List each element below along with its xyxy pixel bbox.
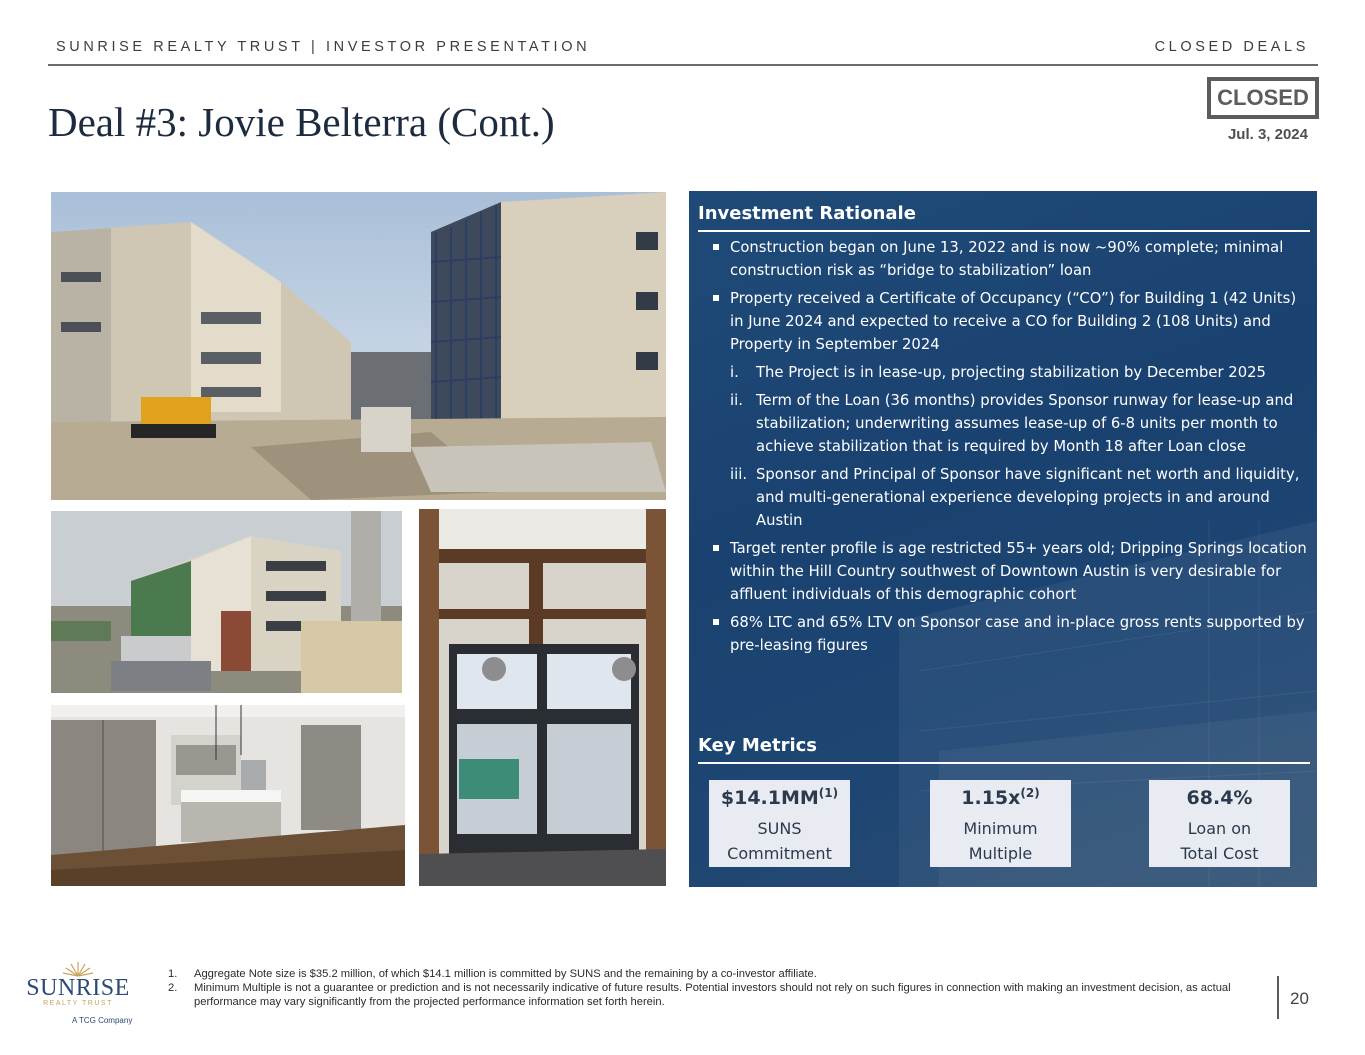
metric-value-text: 68.4%	[1186, 787, 1253, 809]
sub-item-text: Term of the Loan (36 months) provides Sponsor runway for lease-up and stabilization; underwriting assumes lease-up of 6-8 units per month to achieve stabilization that is required by Month 18 after Loan close	[756, 392, 1294, 455]
rationale-sub-item	[711, 463, 1311, 532]
header-title: SUNRISE REALTY TRUST | INVESTOR PRESENTATION	[56, 39, 591, 55]
investment-rationale-divider	[698, 230, 1310, 232]
key-metrics-title: Key Metrics	[698, 735, 817, 756]
metric-label-line: SUNS	[757, 819, 802, 838]
metric-label-line: Total Cost	[1180, 844, 1259, 863]
lobby-interior-photo	[419, 509, 666, 886]
sub-item-number: i.	[730, 364, 739, 381]
page-title: Deal #3: Jovie Belterra (Cont.)	[48, 99, 555, 145]
metric-card-minimum-multiple	[930, 780, 1071, 867]
sub-item-text: Sponsor and Principal of Sponsor have significant net worth and liquidity, and multi-generational experience developing projects in and around Austin	[756, 466, 1300, 529]
header-divider	[48, 64, 1318, 66]
logo-tagline: A TCG Company	[72, 1016, 133, 1025]
closed-date: Jul. 3, 2024	[1227, 126, 1308, 143]
metric-value	[709, 786, 850, 810]
sub-item-number: iii.	[730, 466, 748, 483]
rationale-bullet-text: Construction began on June 13, 2022 and is now ~90% complete; minimal construction risk as “bridge to stabilization” loan	[730, 239, 1284, 279]
logo-subtitle: REALTY TRUST	[43, 1000, 113, 1007]
footnote	[168, 981, 1238, 1009]
bullet-marker	[713, 295, 719, 301]
logo-wordmark: SUNRISE	[26, 975, 130, 1001]
metric-value-text: $14.1MM	[720, 787, 819, 809]
bullet-marker	[713, 545, 719, 551]
investment-panel	[689, 191, 1317, 887]
rationale-bullet	[711, 287, 1311, 356]
rationale-sub-item	[711, 389, 1311, 458]
bullet-marker	[713, 244, 719, 250]
rationale-list	[711, 236, 1311, 662]
metric-card-suns-commitment	[709, 780, 850, 867]
metric-label-line: Multiple	[968, 844, 1033, 863]
rationale-bullet-text: Target renter profile is age restricted 55+ years old; Dripping Springs location within the Hill Country southwest of Downtown Austin is very desirable for affluent individuals of this demographic cohort	[730, 540, 1307, 603]
investment-rationale-title: Investment Rationale	[698, 203, 916, 224]
footnote-number: 2.	[168, 982, 178, 994]
sub-item-text: The Project is in lease-up, projecting stabilization by December 2025	[756, 364, 1266, 381]
rationale-bullet-text: Property received a Certificate of Occupancy (“CO”) for Building 1 (42 Units) in June 2024 and expected to receive a CO for Building 2 (108 Units) and Property in September 2024	[730, 290, 1297, 353]
footnote	[168, 967, 1238, 981]
metric-value-text: 1.15x	[961, 787, 1021, 809]
footnote-text: Minimum Multiple is not a guarantee or prediction and is not necessarily indicative of future results. Potential investors should not rely on such figures in connection with making an investment decision, as actual performance may vary significantly from the projected performance information set forth herein.	[194, 982, 1231, 1008]
rationale-bullet	[711, 611, 1311, 657]
status-badge: CLOSED	[1207, 77, 1319, 119]
metric-label	[930, 816, 1071, 866]
bullet-marker	[713, 619, 719, 625]
rationale-sub-item	[711, 361, 1311, 384]
rationale-bullet	[711, 236, 1311, 282]
footnote-text: Aggregate Note size is $35.2 million, of which $14.1 million is committed by SUNS and the remaining by a co-investor affiliate.	[194, 968, 817, 980]
sub-item-number: ii.	[730, 392, 743, 409]
metric-label-line: Minimum	[963, 819, 1038, 838]
rationale-bullet	[711, 537, 1311, 606]
footnote-number: 1.	[168, 968, 178, 980]
header-section: CLOSED DEALS	[1154, 39, 1309, 55]
construction-site-photo	[51, 192, 666, 500]
footnotes	[168, 967, 1238, 1009]
metric-label	[1149, 816, 1290, 866]
key-metrics-divider	[698, 762, 1310, 764]
footnote-ref: (2)	[1020, 786, 1040, 800]
building-exterior-photo	[51, 511, 402, 693]
metric-label	[709, 816, 850, 866]
metric-value	[930, 786, 1071, 810]
rationale-bullet-text: 68% LTC and 65% LTV on Sponsor case and in-place gross rents supported by pre-leasing figures	[730, 614, 1305, 654]
metric-label-line: Loan on	[1187, 819, 1252, 838]
metric-label-line: Commitment	[727, 844, 832, 863]
page-number: 20	[1290, 989, 1309, 1008]
page-number-divider	[1277, 976, 1279, 1019]
metric-card-loan-on-total-cost	[1149, 780, 1290, 867]
kitchen-interior-photo	[51, 705, 405, 886]
footnote-ref: (1)	[818, 786, 839, 800]
sunrise-logo	[20, 958, 136, 1028]
metric-value	[1149, 786, 1290, 810]
